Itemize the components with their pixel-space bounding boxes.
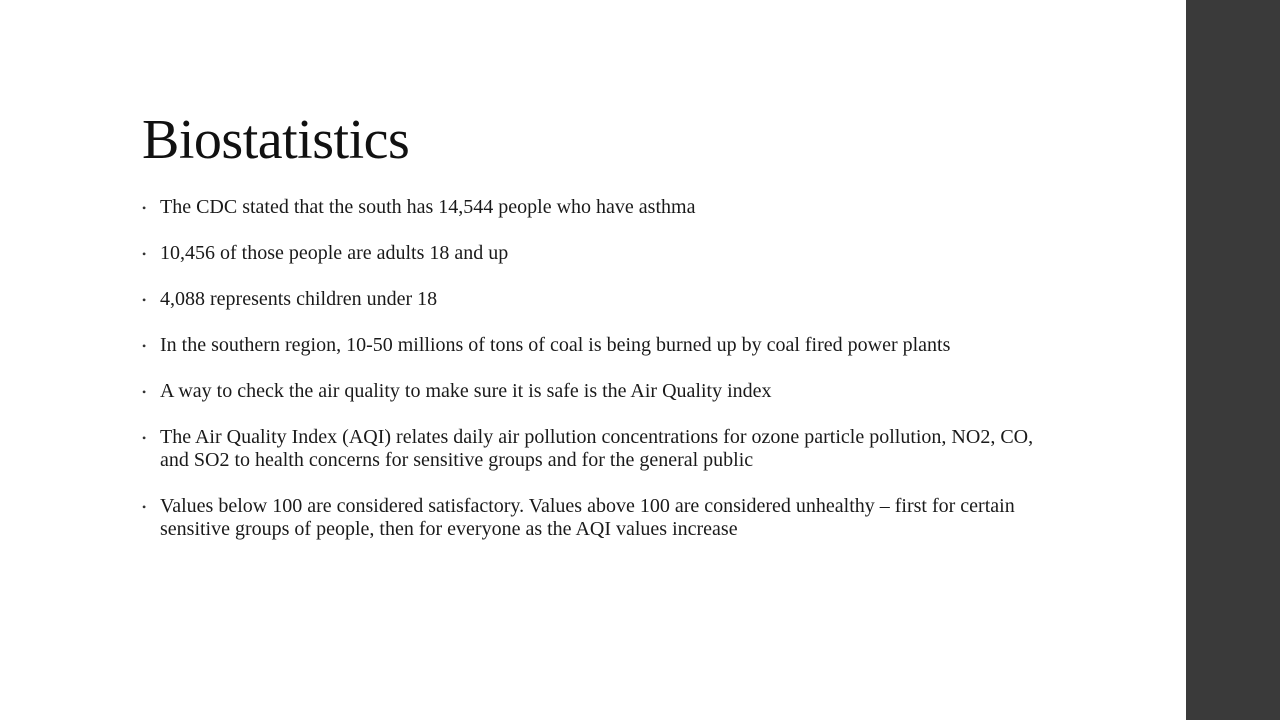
slide-title: Biostatistics bbox=[142, 109, 410, 171]
bullet-item bbox=[142, 495, 1042, 541]
bullet-text: In the southern region, 10-50 millions of tons of coal is being burned up by coal fired power plants bbox=[160, 334, 951, 356]
bullet-dot-icon: • bbox=[142, 201, 147, 215]
side-accent-bar bbox=[1186, 0, 1280, 720]
bullet-item bbox=[142, 380, 1042, 403]
bullet-list bbox=[142, 196, 1042, 564]
bullet-text: 10,456 of those people are adults 18 and up bbox=[160, 242, 509, 264]
bullet-dot-icon: • bbox=[142, 431, 147, 445]
bullet-dot-icon: • bbox=[142, 385, 147, 399]
bullet-item bbox=[142, 288, 1042, 311]
bullet-dot-icon: • bbox=[142, 247, 147, 261]
bullet-item bbox=[142, 426, 1042, 472]
bullet-dot-icon: • bbox=[142, 293, 147, 307]
bullet-item bbox=[142, 196, 1042, 219]
bullet-text: Values below 100 are considered satisfactory. Values above 100 are considered unhealthy – first for certain sensitive groups of people, then for everyone as the AQI values increase bbox=[160, 495, 1015, 540]
bullet-item bbox=[142, 334, 1042, 357]
bullet-dot-icon: • bbox=[142, 339, 147, 353]
bullet-text: The CDC stated that the south has 14,544 people who have asthma bbox=[160, 196, 696, 218]
bullet-dot-icon: • bbox=[142, 500, 147, 514]
bullet-text: A way to check the air quality to make sure it is safe is the Air Quality index bbox=[160, 380, 772, 402]
bullet-text: The Air Quality Index (AQI) relates daily air pollution concentrations for ozone particle pollution, NO2, CO, and SO2 to health concerns for sensitive groups and for the general public bbox=[160, 426, 1034, 471]
bullet-text: 4,088 represents children under 18 bbox=[160, 288, 438, 310]
bullet-item bbox=[142, 242, 1042, 265]
